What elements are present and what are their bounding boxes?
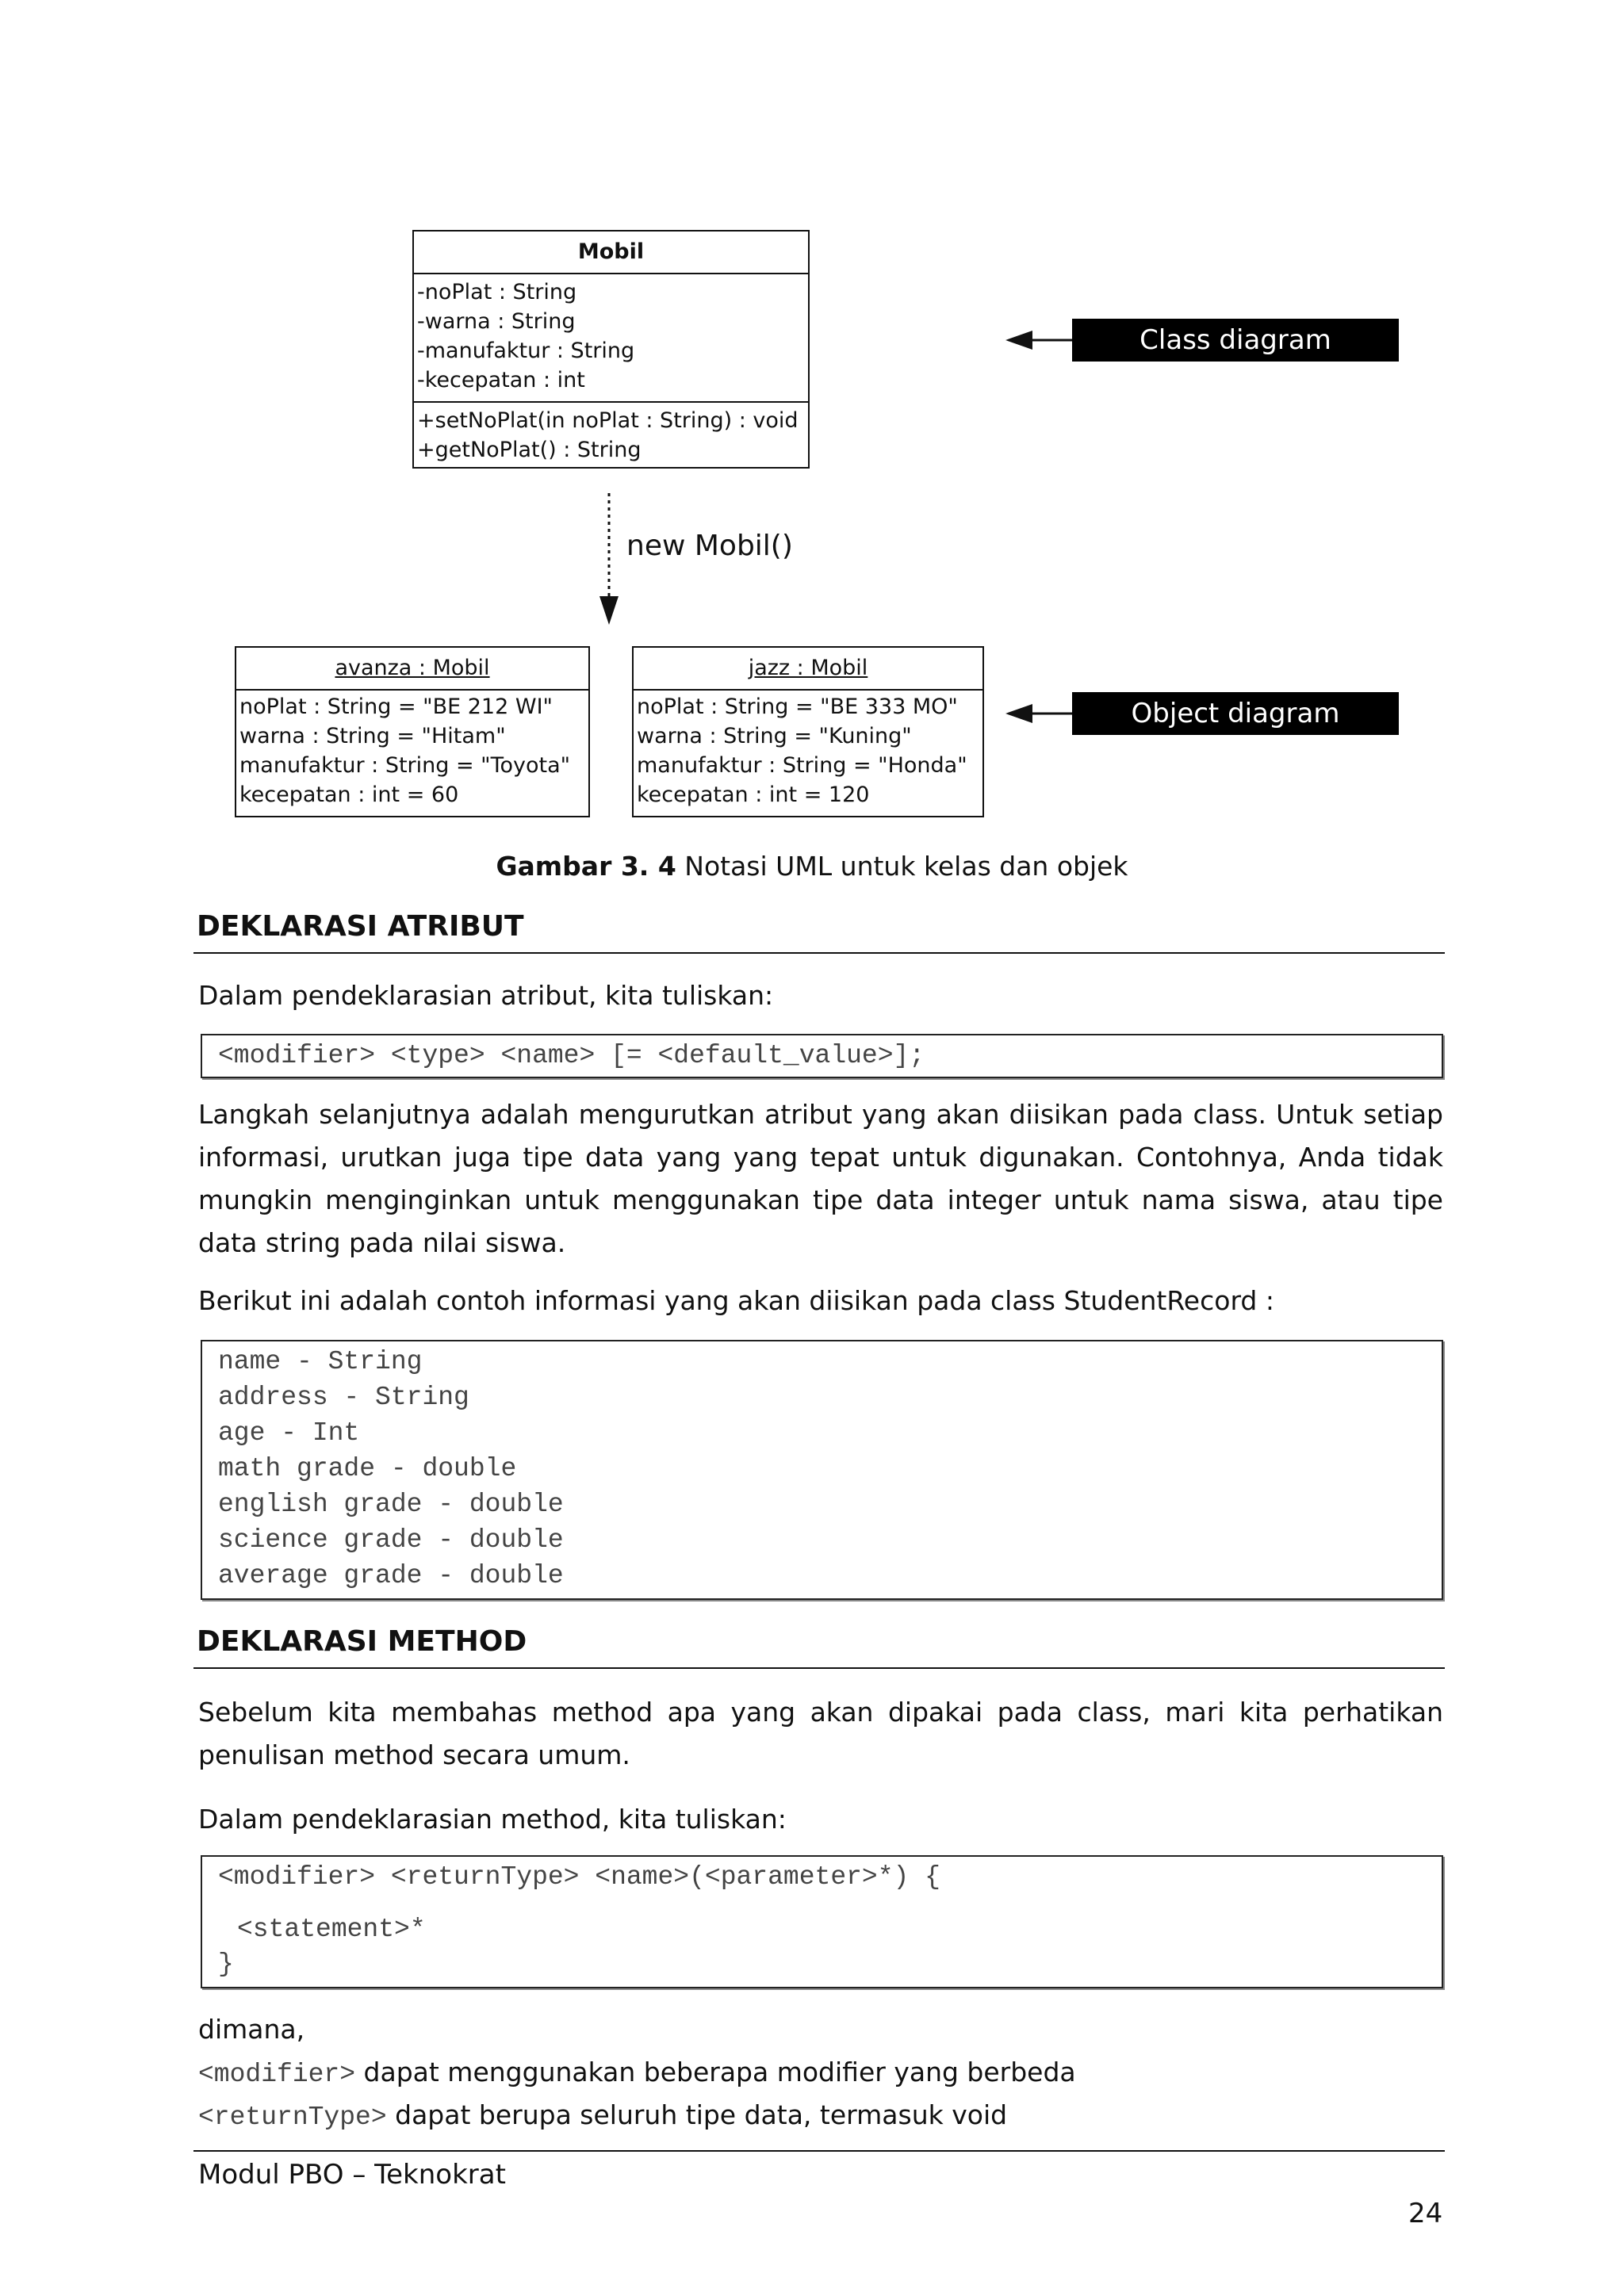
attribute-syntax-box bbox=[201, 1034, 1443, 1078]
code-line: address - String bbox=[218, 1383, 469, 1412]
object-attribute: warna : String = "Hitam" bbox=[239, 724, 506, 748]
object-name: jazz : Mobil bbox=[634, 648, 982, 691]
method-syntax-box bbox=[201, 1855, 1443, 1988]
object-attribute: manufaktur : String = "Honda" bbox=[637, 753, 967, 778]
instantiation-label: new Mobil() bbox=[626, 530, 793, 562]
class-attribute: -kecepatan : int bbox=[417, 368, 585, 392]
code-line: english grade - double bbox=[218, 1490, 564, 1519]
section-divider bbox=[193, 1667, 1445, 1669]
definition-text: dapat menggunakan beberapa modifier yang berbeda bbox=[355, 2057, 1076, 2087]
code-line: science grade - double bbox=[218, 1525, 564, 1555]
code-line: math grade - double bbox=[218, 1454, 517, 1483]
footer-title: Modul PBO – Teknokrat bbox=[198, 2159, 506, 2191]
class-pointer-arrowhead bbox=[1005, 331, 1032, 350]
code-line: name - String bbox=[218, 1347, 423, 1376]
paragraph: Sebelum kita membahas method apa yang akan dipakai pada class, mari kita perhatikan penulisan method secara umum. bbox=[198, 1697, 1443, 1770]
paragraph: Berikut ini adalah contoh informasi yang akan diisikan pada class StudentRecord : bbox=[198, 1285, 1274, 1316]
code-line: <statement>* bbox=[237, 1915, 426, 1944]
object-attribute: noPlat : String = "BE 333 MO" bbox=[637, 695, 958, 719]
code-line: <modifier> <returnType> <name>(<parameter>*) { bbox=[218, 1862, 940, 1892]
class-name: Mobil bbox=[414, 232, 808, 274]
definition-line bbox=[198, 2051, 1443, 2096]
code-line: <modifier> <type> <name> [= <default_value>]; bbox=[218, 1041, 925, 1070]
definition-term: <modifier> bbox=[198, 2060, 356, 2089]
class-attribute: -manufaktur : String bbox=[417, 339, 635, 363]
definition-text: dapat berupa seluruh tipe data, termasuk void bbox=[386, 2099, 1008, 2130]
object-box-jazz bbox=[632, 646, 984, 817]
object-attribute: kecepatan : int = 120 bbox=[637, 783, 870, 807]
class-diagram-label: Class diagram bbox=[1072, 319, 1399, 362]
object-attributes bbox=[634, 691, 982, 813]
object-attributes bbox=[236, 691, 588, 813]
paragraph: Dalam pendeklarasian atribut, kita tuliskan: bbox=[198, 980, 774, 1011]
code-line: } bbox=[218, 1950, 234, 1979]
definition-term: <returnType> bbox=[198, 2103, 387, 2132]
code-line: age - Int bbox=[218, 1418, 360, 1448]
object-attribute: warna : String = "Kuning" bbox=[637, 724, 912, 748]
page-number: 24 bbox=[1408, 2198, 1443, 2229]
paragraph: Langkah selanjutnya adalah mengurutkan atribut yang akan diisikan pada class. Untuk setiap informasi, urutkan juga tipe data yang yang tepat untuk digunakan. Contohnya, Anda tidak mungkin menginginkan untuk menggunakan tipe data integer untuk nama siswa, atau tipe data string pada nilai siswa. bbox=[198, 1099, 1443, 1258]
instantiation-arrowhead bbox=[599, 596, 619, 625]
definition-line bbox=[198, 2094, 1443, 2139]
studentrecord-example-box bbox=[201, 1340, 1443, 1600]
object-attribute: kecepatan : int = 60 bbox=[239, 783, 459, 807]
object-attribute: noPlat : String = "BE 212 WI" bbox=[239, 695, 553, 719]
class-method: +getNoPlat() : String bbox=[417, 438, 642, 462]
class-attribute: -warna : String bbox=[417, 309, 576, 334]
caption-text: Notasi UML untuk kelas dan objek bbox=[676, 851, 1128, 882]
section-heading-method: DEKLARASI METHOD bbox=[197, 1625, 527, 1658]
section-heading-atribut: DEKLARASI ATRIBUT bbox=[197, 910, 524, 943]
class-attribute: -noPlat : String bbox=[417, 280, 577, 304]
object-pointer-arrowhead bbox=[1005, 704, 1032, 723]
figure-caption bbox=[0, 851, 1624, 882]
object-attribute: manufaktur : String = "Toyota" bbox=[239, 753, 571, 778]
class-method: +setNoPlat(in noPlat : String) : void bbox=[417, 408, 799, 433]
paragraph: dimana, bbox=[198, 2014, 305, 2045]
code-line: average grade - double bbox=[218, 1561, 564, 1590]
object-box-avanza bbox=[235, 646, 590, 817]
section-divider bbox=[193, 952, 1445, 954]
footer-divider bbox=[193, 2150, 1445, 2152]
object-diagram-label: Object diagram bbox=[1072, 692, 1399, 735]
caption-number: Gambar 3. 4 bbox=[496, 851, 676, 882]
object-name: avanza : Mobil bbox=[236, 648, 588, 691]
paragraph: Dalam pendeklarasian method, kita tuliskan: bbox=[198, 1804, 787, 1835]
